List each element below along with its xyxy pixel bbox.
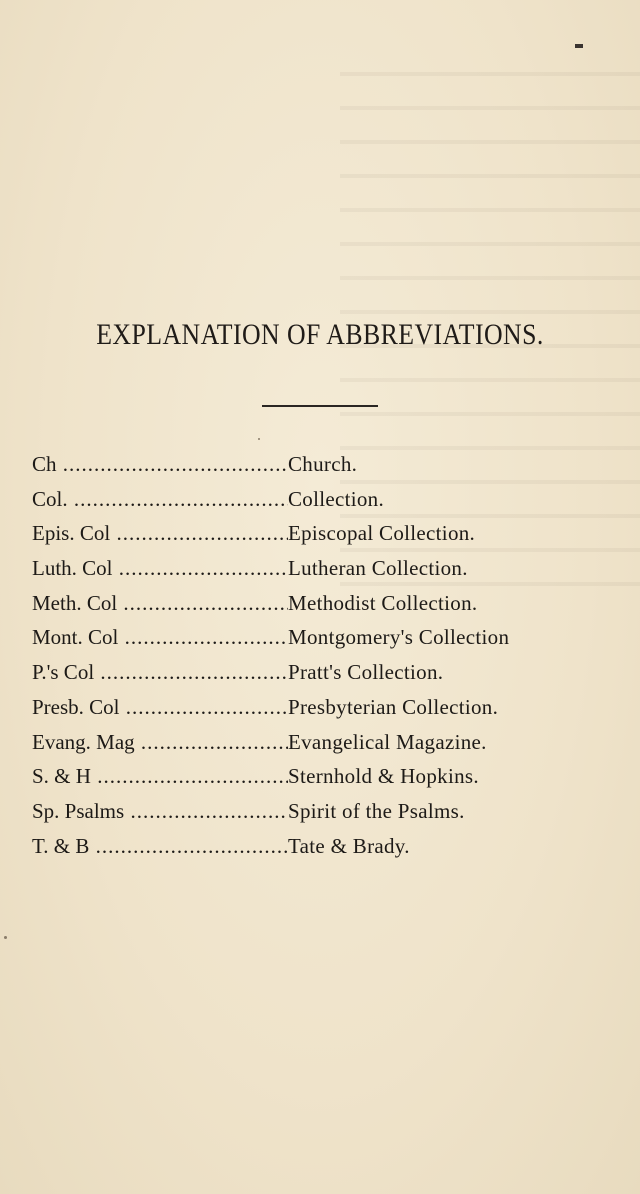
abbreviation-meaning: Collection. bbox=[288, 486, 385, 511]
abbreviation: Luth. Col ..... bbox=[32, 556, 288, 581]
abbreviation-list bbox=[32, 452, 632, 868]
list-item bbox=[32, 799, 632, 834]
list-item bbox=[32, 730, 632, 765]
abbreviation: Evang. Mag ..... bbox=[32, 730, 288, 755]
abbreviation-meaning: Episcopal Collection. bbox=[288, 521, 476, 546]
abbreviation-meaning: Church. bbox=[288, 452, 358, 476]
abbreviation-meaning: Methodist Collection. bbox=[288, 590, 478, 615]
abbreviation: P.'s Col ..... bbox=[32, 660, 288, 685]
list-item bbox=[32, 695, 632, 730]
abbreviation: T. & B ..... bbox=[32, 834, 288, 859]
paper-speck bbox=[4, 936, 7, 939]
abbreviation-meaning: Spirit of the Psalms. bbox=[288, 798, 465, 823]
abbreviation: Ch ..... bbox=[32, 452, 288, 477]
abbreviation-meaning: Tate & Brady. bbox=[288, 833, 410, 858]
abbreviation: Epis. Col ..... bbox=[32, 521, 288, 546]
abbreviation: Col. ..... bbox=[32, 487, 288, 512]
list-item bbox=[32, 660, 632, 695]
page-title: EXPLANATION OF ABBREVIATIONS. bbox=[96, 318, 544, 351]
abbreviation: Mont. Col ..... bbox=[32, 625, 288, 650]
abbreviation: Meth. Col ..... bbox=[32, 591, 288, 616]
abbreviation-meaning: Montgomery's Collection bbox=[288, 625, 510, 650]
list-item bbox=[32, 625, 632, 660]
page-corner-mark bbox=[575, 44, 583, 48]
abbreviation: Presb. Col ..... bbox=[32, 695, 288, 720]
abbreviation-meaning: Lutheran Collection. bbox=[288, 556, 468, 581]
title-divider bbox=[262, 405, 378, 407]
list-item bbox=[32, 452, 632, 487]
list-item bbox=[32, 591, 632, 626]
list-item bbox=[32, 521, 632, 556]
paper-speck bbox=[258, 438, 260, 440]
abbreviation-meaning: Presbyterian Collection. bbox=[288, 694, 499, 719]
abbreviation-meaning: Pratt's Collection. bbox=[288, 660, 444, 685]
abbreviation: S. & H ..... bbox=[32, 764, 288, 789]
list-item bbox=[32, 556, 632, 591]
list-item bbox=[32, 764, 632, 799]
abbreviation-meaning: Evangelical Magazine. bbox=[288, 729, 487, 754]
abbreviation-meaning: Sternhold & Hopkins. bbox=[288, 764, 479, 789]
list-item bbox=[32, 487, 632, 522]
abbreviation: Sp. Psalms ..... bbox=[32, 799, 288, 824]
list-item bbox=[32, 834, 632, 869]
